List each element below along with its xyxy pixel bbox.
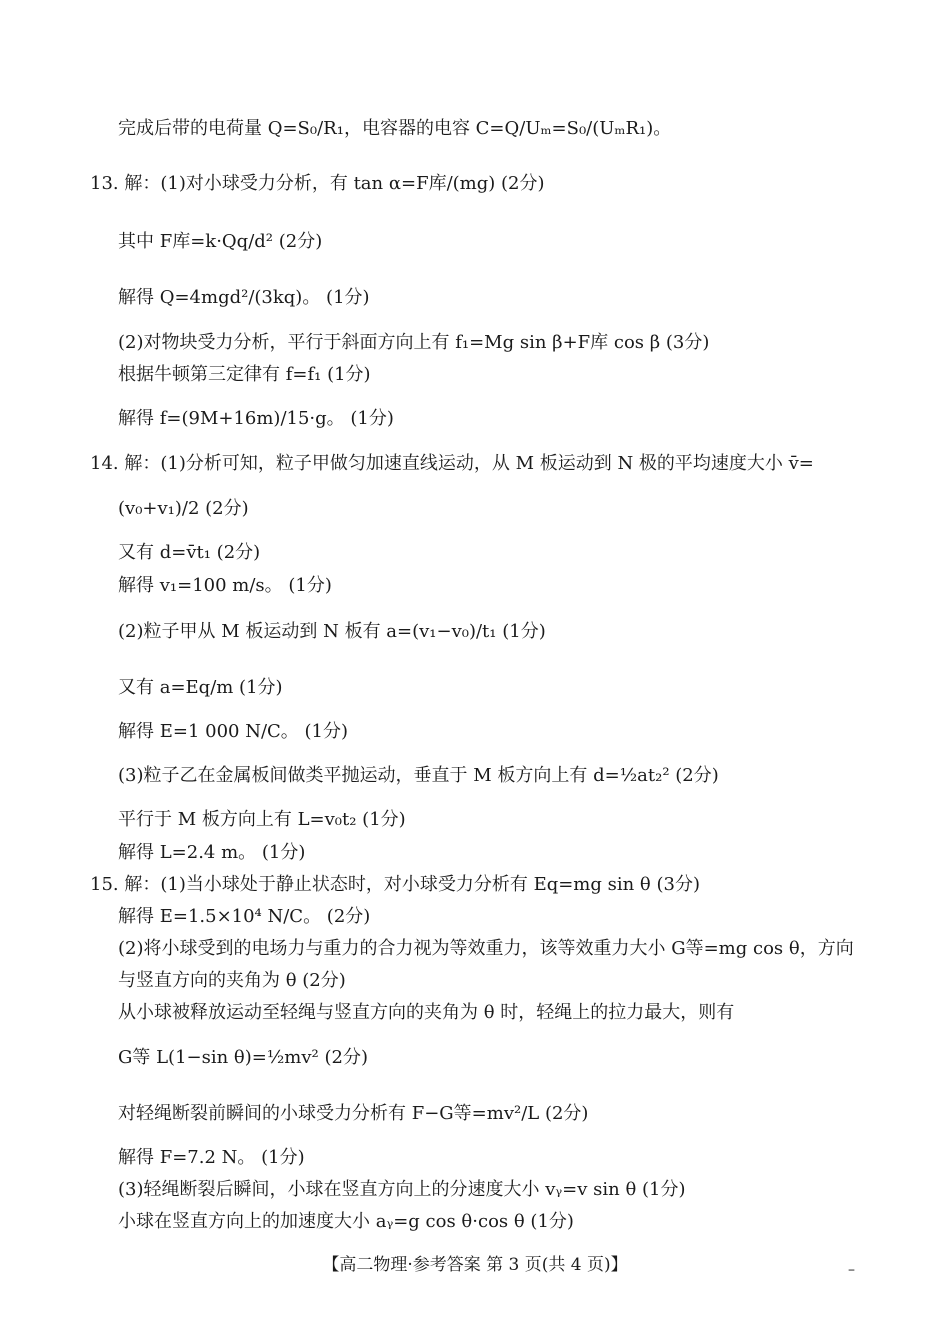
answer-line-text: 解得 f=(9M+16m)/15·g。 (1分) bbox=[118, 408, 394, 429]
answer-line-text: 解得 v₁=100 m/s。 (1分) bbox=[118, 575, 332, 596]
answer-line bbox=[118, 1146, 305, 1170]
answer-line-text: 对轻绳断裂前瞬间的小球受力分析有 F−G等=mv²/L (2分) bbox=[118, 1103, 589, 1124]
answer-line-text: 又有 a=Eq/m (1分) bbox=[118, 677, 283, 698]
answer-line-text: 根据牛顿第三定律有 f=f₁ (1分) bbox=[118, 364, 371, 385]
answer-line bbox=[118, 541, 260, 565]
answer-line-text: (2)粒子甲从 M 板运动到 N 板有 a=(v₁−v₀)/t₁ (1分) bbox=[118, 621, 546, 642]
answer-line-text: 13. 解：(1)对小球受力分析，有 tan α=F库/(mg) (2分) bbox=[90, 173, 545, 194]
answer-line bbox=[118, 1102, 588, 1126]
corner-mark-text: – bbox=[848, 1262, 855, 1278]
answer-line bbox=[118, 407, 394, 431]
answer-line bbox=[118, 574, 332, 598]
answer-line bbox=[118, 331, 709, 355]
answer-line-text: 其中 F库=k·Qq/d² (2分) bbox=[118, 231, 323, 252]
answer-line bbox=[118, 841, 305, 865]
answer-line-text: 小球在竖直方向上的加速度大小 aᵧ=g cos θ·cos θ (1分) bbox=[118, 1211, 574, 1232]
answer-line-text: 解得 L=2.4 m。 (1分) bbox=[118, 842, 306, 863]
answer-line-text: 解得 F=7.2 N。 (1分) bbox=[118, 1147, 305, 1168]
answer-line bbox=[118, 620, 546, 644]
answer-line bbox=[118, 969, 346, 993]
answer-line bbox=[118, 117, 671, 141]
page-footer bbox=[0, 1250, 950, 1275]
answer-line bbox=[118, 808, 406, 832]
answer-line-text: 又有 d=v̄t₁ (2分) bbox=[118, 542, 261, 563]
answer-line-text: (3)轻绳断裂后瞬间，小球在竖直方向上的分速度大小 vᵧ=v sin θ (1分) bbox=[118, 1179, 686, 1200]
answer-line-text: 与竖直方向的夹角为 θ (2分) bbox=[118, 970, 346, 991]
answer-line bbox=[118, 937, 854, 961]
answer-line bbox=[118, 720, 348, 744]
answer-line bbox=[90, 452, 814, 476]
answer-line bbox=[118, 497, 249, 521]
answer-line bbox=[90, 172, 545, 196]
answer-line bbox=[118, 286, 370, 310]
answer-line-text: 解得 E=1.5×10⁴ N/C。 (2分) bbox=[118, 906, 371, 927]
answer-line-text: (2)对物块受力分析，平行于斜面方向上有 f₁=Mg sin β+F库 cos β (3分) bbox=[118, 332, 710, 353]
answer-line bbox=[118, 1178, 686, 1202]
answer-line bbox=[118, 1001, 734, 1025]
answer-line-text: (3)粒子乙在金属板间做类平抛运动，垂直于 M 板方向上有 d=½at₂² (2分) bbox=[118, 765, 719, 786]
answer-line-text: 解得 E=1 000 N/C。 (1分) bbox=[118, 721, 349, 742]
answer-line-text: (2)将小球受到的电场力与重力的合力视为等效重力，该等效重力大小 G等=mg cos θ，方向 bbox=[118, 938, 854, 959]
answer-line-text: 15. 解：(1)当小球处于静止状态时，对小球受力分析有 Eq=mg sin θ (3分) bbox=[90, 874, 700, 895]
answer-line-text: 平行于 M 板方向上有 L=v₀t₂ (1分) bbox=[118, 809, 406, 830]
answer-line bbox=[118, 1210, 574, 1234]
answer-line bbox=[118, 363, 371, 387]
answer-line bbox=[90, 873, 700, 897]
answer-line-text: 从小球被释放运动至轻绳与竖直方向的夹角为 θ 时，轻绳上的拉力最大，则有 bbox=[118, 1002, 735, 1023]
answer-line-text: G等 L(1−sin θ)=½mv² (2分) bbox=[118, 1047, 368, 1068]
answer-line-text: 完成后带的电荷量 Q=S₀/R₁，电容器的电容 C=Q/Uₘ=S₀/(UₘR₁)。 bbox=[118, 118, 672, 139]
answer-line bbox=[118, 905, 370, 929]
answer-line-text: 14. 解：(1)分析可知，粒子甲做匀加速直线运动，从 M 板运动到 N 极的平均速度大小 v̄= bbox=[90, 453, 814, 474]
answer-line bbox=[118, 676, 283, 700]
corner-mark bbox=[848, 1262, 855, 1278]
answer-line-text: (v₀+v₁)/2 (2分) bbox=[118, 498, 249, 519]
answer-line bbox=[118, 1046, 368, 1070]
answer-line-text: 解得 Q=4mgd²/(3kq)。 (1分) bbox=[118, 287, 370, 308]
answer-line bbox=[118, 230, 322, 254]
answer-line bbox=[118, 764, 719, 788]
footer-text: 【高二物理·参考答案 第 3 页(共 4 页)】 bbox=[322, 1255, 628, 1275]
